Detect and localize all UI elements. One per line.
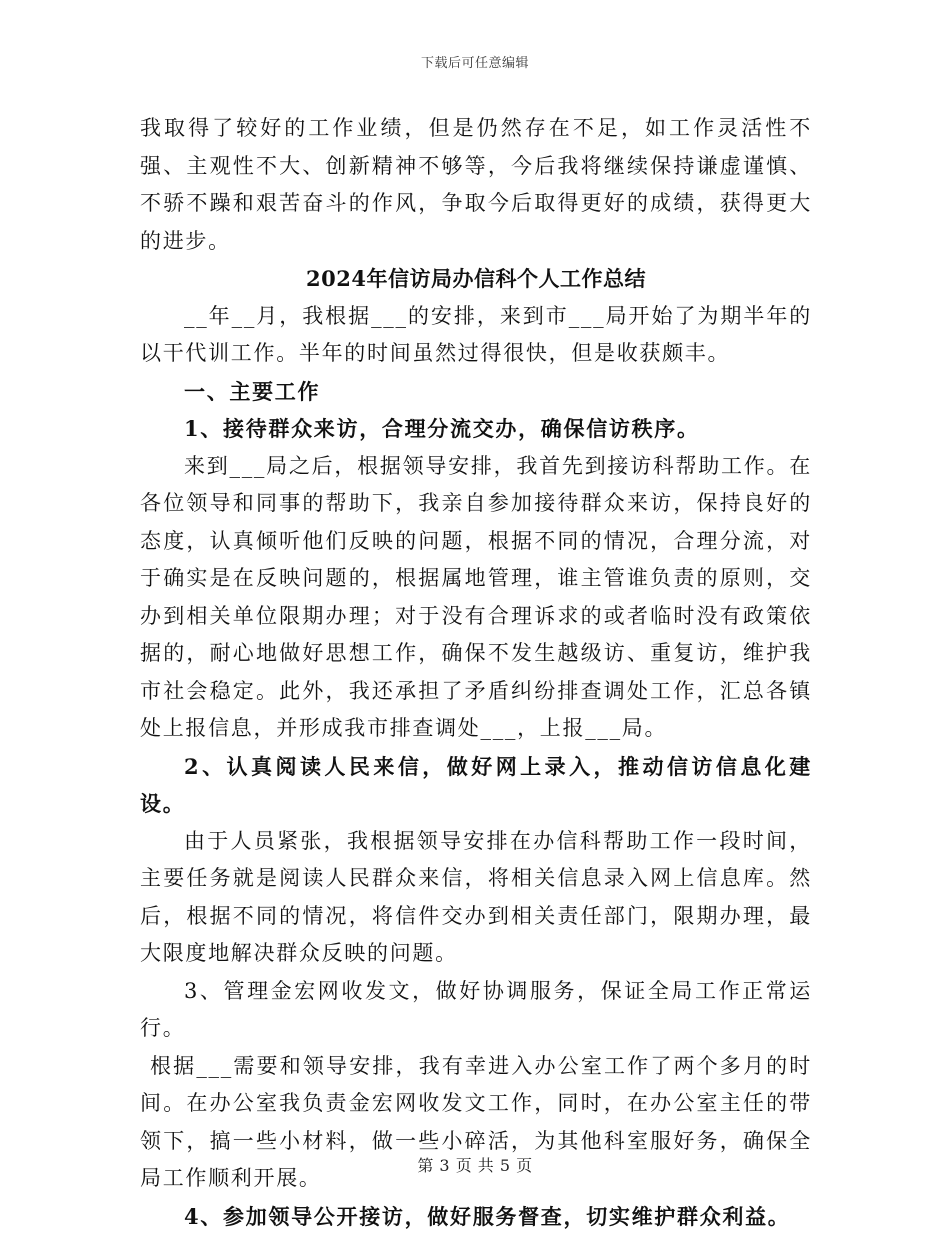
item2-heading: 2、认真阅读人民来信，做好网上录入，推动信访信息化建设。 <box>140 748 812 823</box>
continuation-paragraph: 我取得了较好的工作业绩，但是仍然存在不足，如工作灵活性不强、主观性不大、创新精神不够等，今后我将继续保持谦虚谨慎、不骄不躁和艰苦奋斗的作风，争取今后取得更好的成绩，获得更大的进步。 <box>140 110 812 260</box>
document-body <box>140 110 812 1235</box>
page-header-note: 下载后可任意编辑 <box>0 52 950 71</box>
item4-heading: 4、参加领导公开接访，做好服务督查，切实维护群众利益。 <box>140 1198 812 1235</box>
item3-heading: 3、管理金宏网收发文，做好协调服务，保证全局工作正常运行。 <box>140 973 812 1048</box>
document-title: 2024年信访局办信科个人工作总结 <box>140 260 812 298</box>
intro-paragraph: __年__月，我根据___的安排，来到市___局开始了为期半年的以干代训工作。半年的时间虽然过得很快，但是收获颇丰。 <box>140 298 812 373</box>
item2-body: 由于人员紧张，我根据领导安排在办信科帮助工作一段时间，主要任务就是阅读人民群众来信，将相关信息录入网上信息库。然后，根据不同的情况，将信件交办到相关责任部门，限期办理，最大限度地解决群众反映的问题。 <box>140 823 812 973</box>
section-heading-main-work: 一、主要工作 <box>140 373 812 411</box>
item1-body: 来到___局之后，根据领导安排，我首先到接访科帮助工作。在各位领导和同事的帮助下，我亲自参加接待群众来访，保持良好的态度，认真倾听他们反映的问题，根据不同的情况，合理分流，对于确实是在反映问题的，根据属地管理，谁主管谁负责的原则，交办到相关单位限期办理；对于没有合理诉求的或者临时没有政策依据的，耐心地做好思想工作，确保不发生越级访、重复访，维护我市社会稳定。此外，我还承担了矛盾纠纷排查调处工作，汇总各镇处上报信息，并形成我市排查调处___，上报___局。 <box>140 448 812 748</box>
item1-heading: 1、接待群众来访，合理分流交办，确保信访秩序。 <box>140 410 812 448</box>
item3-body: 根据___需要和领导安排，我有幸进入办公室工作了两个多月的时间。在办公室我负责金宏网收发文工作，同时，在办公室主任的带领下，搞一些小材料，做一些小碎活，为其他科室服好务，确保全局工作顺利开展。 <box>140 1048 812 1198</box>
page-number-footer: 第 3 页 共 5 页 <box>0 1153 950 1176</box>
